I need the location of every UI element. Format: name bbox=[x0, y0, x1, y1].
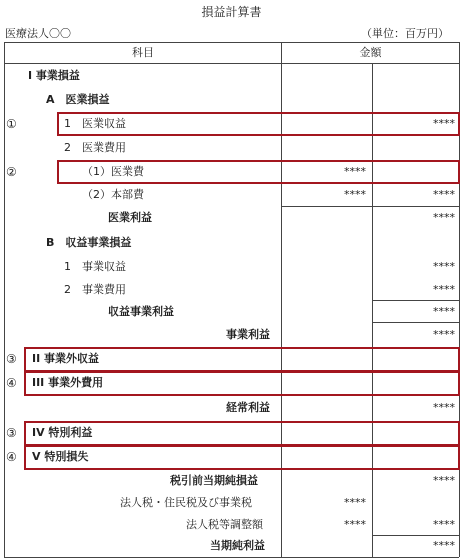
row-marker: ③ bbox=[6, 352, 17, 366]
row-marker: ④ bbox=[6, 450, 17, 464]
row-label: B 収益事業損益 bbox=[46, 236, 132, 249]
row-label: A 医業損益 bbox=[46, 93, 110, 106]
row-label: 当期純利益 bbox=[210, 539, 265, 552]
row-amount-left: **** bbox=[344, 518, 366, 531]
row-amount-right: **** bbox=[433, 117, 455, 130]
row-amount-right: **** bbox=[433, 260, 455, 273]
row-amount-right: **** bbox=[433, 539, 455, 552]
statement-title: 損益計算書 bbox=[201, 5, 262, 19]
row-amount-right: **** bbox=[433, 188, 455, 201]
row-amount-right: **** bbox=[433, 211, 455, 224]
header-subject: 科目 bbox=[132, 46, 154, 59]
row-amount-right: **** bbox=[433, 518, 455, 531]
row-marker: ① bbox=[6, 117, 17, 131]
highlight-box bbox=[24, 445, 460, 470]
row-label: （1）医業費 bbox=[82, 165, 144, 178]
row-label: 経常利益 bbox=[226, 401, 270, 414]
row-label: 法人税・住民税及び事業税 bbox=[120, 496, 252, 509]
row-label: IV 特別利益 bbox=[32, 426, 93, 439]
row-amount-left: **** bbox=[344, 165, 366, 178]
row-amount-left: **** bbox=[344, 496, 366, 509]
row-label: 2 事業費用 bbox=[64, 283, 126, 296]
row-label: （2）本部費 bbox=[82, 188, 144, 201]
table-top-border bbox=[4, 42, 459, 43]
subtotal-rule bbox=[372, 300, 459, 301]
row-amount-right: **** bbox=[433, 305, 455, 318]
row-label: V 特別損失 bbox=[32, 450, 89, 463]
row-label: I 事業損益 bbox=[28, 69, 80, 82]
row-amount-right: **** bbox=[433, 401, 455, 414]
table-bottom-border bbox=[4, 557, 459, 558]
row-label: 1 事業収益 bbox=[64, 260, 126, 273]
subtotal-rule bbox=[281, 206, 459, 207]
row-marker: ④ bbox=[6, 376, 17, 390]
row-label: 医業利益 bbox=[108, 211, 152, 224]
row-label: 収益事業利益 bbox=[108, 305, 174, 318]
row-marker: ② bbox=[6, 165, 17, 179]
row-label: 1 医業収益 bbox=[64, 117, 126, 130]
row-amount-left: **** bbox=[344, 188, 366, 201]
header-bottom-border bbox=[4, 63, 459, 64]
row-label: 事業利益 bbox=[226, 328, 270, 341]
subtotal-rule bbox=[372, 322, 459, 323]
row-label: II 事業外収益 bbox=[32, 352, 100, 365]
unit-note: （単位：百万円） bbox=[361, 27, 449, 40]
row-marker: ③ bbox=[6, 426, 17, 440]
row-label: III 事業外費用 bbox=[32, 376, 104, 389]
header-amount: 金額 bbox=[359, 46, 382, 59]
row-amount-right: **** bbox=[433, 474, 455, 487]
row-amount-right: **** bbox=[433, 328, 455, 341]
organization-name: 医療法人〇〇 bbox=[5, 27, 71, 40]
subtotal-rule bbox=[372, 535, 459, 536]
row-label: 法人税等調整額 bbox=[186, 518, 263, 531]
row-amount-right: **** bbox=[433, 283, 455, 296]
row-label: 2 医業費用 bbox=[64, 141, 126, 154]
row-label: 税引前当期純損益 bbox=[170, 474, 258, 487]
table-left-border bbox=[4, 42, 5, 557]
